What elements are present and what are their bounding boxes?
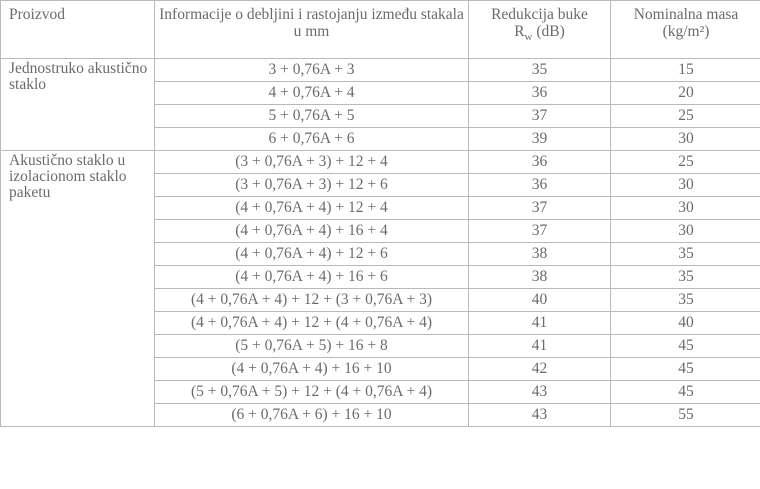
rw-subscript: w — [524, 31, 533, 44]
header-info: Informacije o debljini i rastojanju između stakala u mm — [155, 1, 469, 59]
noise-reduction-cell: 37 — [469, 220, 611, 243]
mass-cell: 25 — [611, 105, 760, 128]
header-product: Proizvod — [1, 1, 155, 59]
table-row — [1, 151, 760, 174]
product-cell: Akustično staklo u izolacionom staklo paketu — [1, 151, 155, 427]
config-cell: 3 + 0,76A + 3 — [155, 59, 469, 82]
config-cell: (4 + 0,76A + 4) + 12 + 4 — [155, 197, 469, 220]
noise-reduction-cell: 43 — [469, 404, 611, 427]
config-cell: 6 + 0,76A + 6 — [155, 128, 469, 151]
noise-reduction-cell: 41 — [469, 335, 611, 358]
config-cell: 5 + 0,76A + 5 — [155, 105, 469, 128]
config-cell: (5 + 0,76A + 5) + 12 + (4 + 0,76A + 4) — [155, 381, 469, 404]
config-cell: (4 + 0,76A + 4) + 12 + (3 + 0,76A + 3) — [155, 289, 469, 312]
table-row — [1, 59, 760, 82]
header-noise-reduction — [469, 1, 611, 59]
config-cell: (4 + 0,76A + 4) + 12 + (4 + 0,76A + 4) — [155, 312, 469, 335]
noise-reduction-cell: 36 — [469, 174, 611, 197]
config-cell: (3 + 0,76A + 3) + 12 + 4 — [155, 151, 469, 174]
mass-cell: 40 — [611, 312, 760, 335]
mass-cell: 15 — [611, 59, 760, 82]
config-cell: (6 + 0,76A + 6) + 16 + 10 — [155, 404, 469, 427]
noise-reduction-cell: 42 — [469, 358, 611, 381]
mass-cell: 30 — [611, 128, 760, 151]
mass-cell: 35 — [611, 243, 760, 266]
mass-cell: 30 — [611, 197, 760, 220]
mass-cell: 45 — [611, 335, 760, 358]
header-row — [1, 1, 760, 59]
mass-cell: 30 — [611, 220, 760, 243]
noise-reduction-cell: 35 — [469, 59, 611, 82]
mass-cell: 20 — [611, 82, 760, 105]
mass-cell: 30 — [611, 174, 760, 197]
config-cell: (3 + 0,76A + 3) + 12 + 6 — [155, 174, 469, 197]
noise-reduction-cell: 37 — [469, 105, 611, 128]
noise-reduction-cell: 41 — [469, 312, 611, 335]
mass-cell: 55 — [611, 404, 760, 427]
mass-cell: 35 — [611, 289, 760, 312]
mass-cell: 25 — [611, 151, 760, 174]
mass-cell: 35 — [611, 266, 760, 289]
noise-reduction-cell: 39 — [469, 128, 611, 151]
noise-reduction-cell: 40 — [469, 289, 611, 312]
config-cell: (4 + 0,76A + 4) + 16 + 10 — [155, 358, 469, 381]
mass-cell: 45 — [611, 358, 760, 381]
noise-reduction-cell: 38 — [469, 266, 611, 289]
noise-reduction-cell: 36 — [469, 82, 611, 105]
table-body — [1, 59, 760, 427]
product-cell: Jednostruko akustično staklo — [1, 59, 155, 151]
config-cell: (5 + 0,76A + 5) + 16 + 8 — [155, 335, 469, 358]
header-noise-reduction-label: Redukcija buke — [491, 6, 588, 23]
config-cell: (4 + 0,76A + 4) + 12 + 6 — [155, 243, 469, 266]
mass-cell: 45 — [611, 381, 760, 404]
header-nominal-mass: Nominalna masa (kg/m²) — [611, 1, 760, 59]
rw-unit: (dB) — [532, 23, 565, 40]
noise-reduction-cell: 38 — [469, 243, 611, 266]
config-cell: 4 + 0,76A + 4 — [155, 82, 469, 105]
config-cell: (4 + 0,76A + 4) + 16 + 6 — [155, 266, 469, 289]
noise-reduction-cell: 36 — [469, 151, 611, 174]
rw-symbol: R — [514, 23, 525, 40]
noise-reduction-cell: 37 — [469, 197, 611, 220]
config-cell: (4 + 0,76A + 4) + 16 + 4 — [155, 220, 469, 243]
noise-reduction-cell: 43 — [469, 381, 611, 404]
